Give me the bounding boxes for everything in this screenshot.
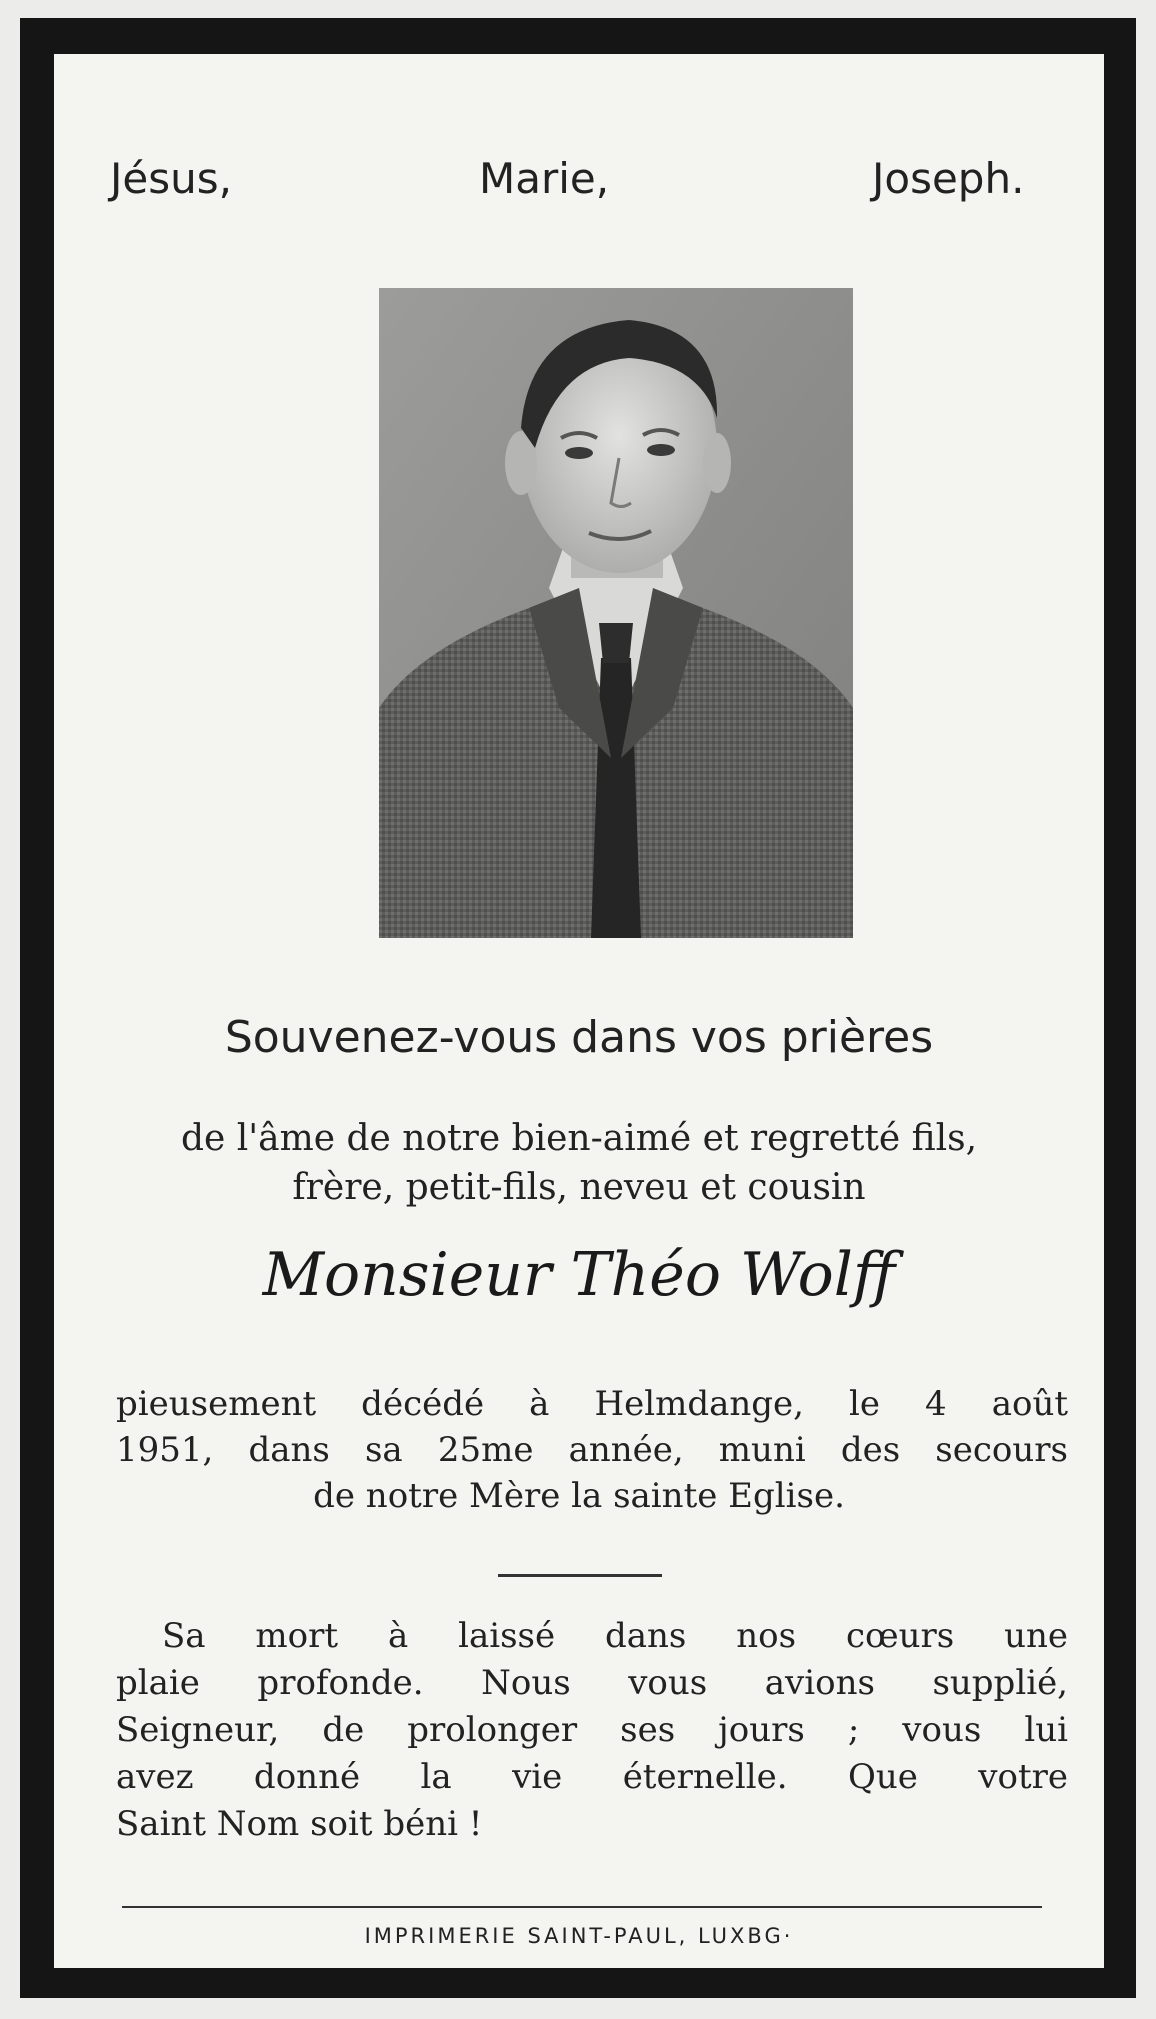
relation-line-1: de l'âme de notre bien-aimé et regretté fils, [180, 1118, 978, 1159]
header-jesus: Jésus, [110, 154, 232, 203]
prayer-line-4: avez donné la vie éternelle. Que votre [116, 1757, 1068, 1797]
holy-names-header [54, 154, 1104, 214]
header-marie: Marie, [479, 154, 610, 203]
section-divider [498, 1574, 662, 1577]
relation-line-2: frère, petit-fils, neveu et cousin [292, 1167, 866, 1208]
death-notice-line-1: pieusement décédé à Helmdange, le 4 août [116, 1384, 1068, 1424]
prayer-line-2: plaie profonde. Nous vous avions supplié, [116, 1663, 1068, 1703]
header-joseph: Joseph. [872, 154, 1025, 203]
prayer-heading: Souvenez-vous dans vos prières [224, 1012, 934, 1063]
mourning-card-border [20, 18, 1136, 1998]
death-notice-line-3: de notre Mère la sainte Eglise. [313, 1476, 845, 1516]
mourning-card [54, 54, 1104, 1968]
portrait-photo [379, 288, 853, 938]
prayer-line-5: Saint Nom soit béni ! [116, 1804, 483, 1844]
death-notice-line-2: 1951, dans sa 25me année, muni des secours [116, 1430, 1068, 1470]
prayer-line-1: Sa mort à laissé dans nos cœurs une [162, 1616, 1068, 1656]
deceased-name: Monsieur Théo Wolff [262, 1240, 896, 1310]
prayer-line-3: Seigneur, de prolonger ses jours ; vous lui [116, 1710, 1068, 1750]
footer-divider [122, 1906, 1042, 1908]
portrait-illustration [379, 288, 853, 938]
printer-imprint: IMPRIMERIE SAINT-PAUL, LUXBG· [364, 1924, 794, 1948]
